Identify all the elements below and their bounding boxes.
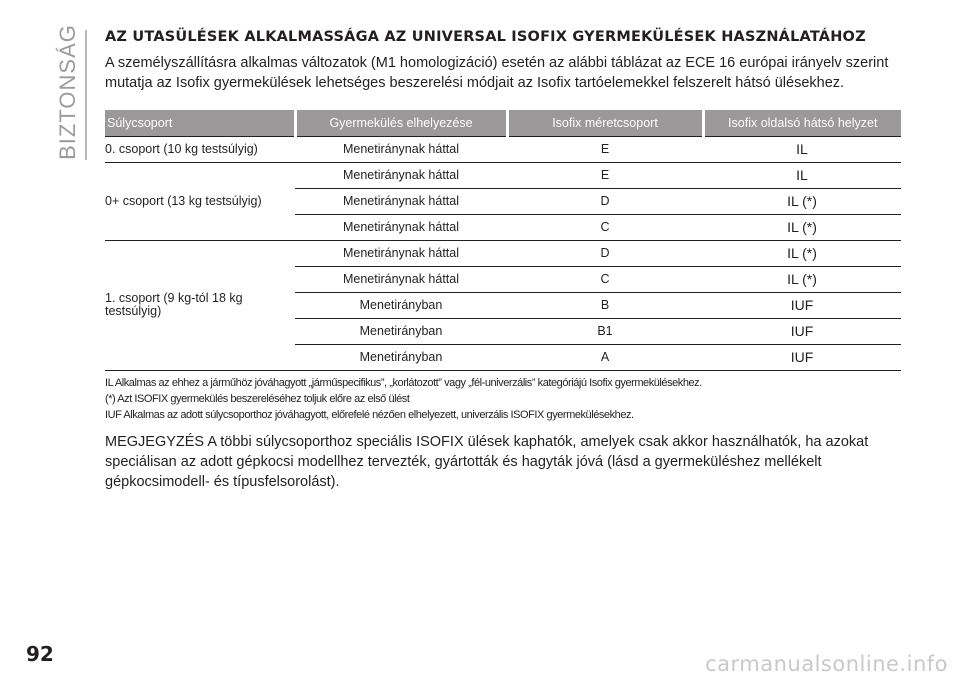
note-il: IL Alkalmas az ehhez a járműhöz jóváhagyott „járműspecifikus”, „korlátozott” vagy „fél-univerzális” kategóriájú Isofix gyermekülésekhez. xyxy=(105,376,702,389)
position-cell: IUF xyxy=(703,344,901,370)
placement-cell: Menetirányban xyxy=(295,292,507,318)
size-cell: B1 xyxy=(507,318,703,344)
position-cell: IL xyxy=(703,162,901,188)
weight-group-cell: 0. csoport (10 kg testsúlyig) xyxy=(105,136,295,162)
table-notes xyxy=(105,375,901,423)
section-tab-label: BIZTONSÁG xyxy=(55,24,81,160)
position-cell: IL (*) xyxy=(703,240,901,266)
table-row xyxy=(105,162,901,188)
intro-paragraph: A személyszállításra alkalmas változatok (M1 homologizáció) esetén az alábbi táblázat az ECE 16 európai irányelv szerint mutatja az Isofix gyermekülések lehetséges beszerelési módjait az Isofix tartóelemekkel felszerelt hátsó ülésekhez. xyxy=(105,55,889,91)
remark-paragraph: MEGJEGYZÉS A többi súlycsoporthoz speciális ISOFIX ülések kaphatók, amelyek csak akkor használhatók, ha azokat speciálisan az adott gépkocsi modellhez tervezték, gyártották és hagyták jóvá (lásd a gyermeküléshez mellékelt gépkocsimodell- és típusfelsorolást). xyxy=(105,433,869,490)
section-divider xyxy=(85,30,87,160)
position-cell: IL xyxy=(703,136,901,162)
size-cell: D xyxy=(507,188,703,214)
position-cell: IUF xyxy=(703,318,901,344)
table-row xyxy=(105,240,901,266)
position-cell: IUF xyxy=(703,292,901,318)
position-cell: IL (*) xyxy=(703,214,901,240)
section-heading: AZ UTASÜLÉSEK ALKALMASSÁGA AZ UNIVERSAL ISOFIX GYERMEKÜLÉSEK HASZNÁLATÁHOZ xyxy=(105,29,866,45)
placement-cell: Menetirányban xyxy=(295,344,507,370)
table-row xyxy=(105,136,901,162)
header-isofix-size: Isofix méretcsoport xyxy=(507,110,703,136)
header-seat-placement: Gyermekülés elhelyezése xyxy=(295,110,507,136)
note-iuf: IUF Alkalmas az adott súlycsoporthoz jóváhagyott, előrefelé nézően elhelyezett, univerzális ISOFIX gyermekülésekhez. xyxy=(105,408,634,421)
watermark: carmanualsonline.info xyxy=(705,652,948,676)
position-cell: IL (*) xyxy=(703,188,901,214)
size-cell: B xyxy=(507,292,703,318)
size-cell: E xyxy=(507,162,703,188)
section-tab xyxy=(50,22,86,162)
header-weight-group: Súlycsoport xyxy=(105,110,295,136)
size-cell: E xyxy=(507,136,703,162)
header-rear-side-position: Isofix oldalsó hátsó helyzet xyxy=(703,110,901,136)
weight-group-cell: 1. csoport (9 kg-tól 18 kg testsúlyig) xyxy=(105,240,295,370)
size-cell: D xyxy=(507,240,703,266)
placement-cell: Menetirányban xyxy=(295,318,507,344)
size-cell: A xyxy=(507,344,703,370)
placement-cell: Menetiránynak háttal xyxy=(295,240,507,266)
page-content xyxy=(105,30,901,492)
weight-group-cell: 0+ csoport (13 kg testsúlyig) xyxy=(105,162,295,240)
page-number: 92 xyxy=(26,642,54,666)
size-cell: C xyxy=(507,266,703,292)
placement-cell: Menetiránynak háttal xyxy=(295,188,507,214)
table-header-row xyxy=(105,110,901,136)
placement-cell: Menetiránynak háttal xyxy=(295,162,507,188)
isofix-table xyxy=(105,110,901,371)
position-cell: IL (*) xyxy=(703,266,901,292)
placement-cell: Menetiránynak háttal xyxy=(295,136,507,162)
placement-cell: Menetiránynak háttal xyxy=(295,214,507,240)
note-asterisk: (*) Azt ISOFIX gyermekülés beszereléséhez toljuk előre az első ülést xyxy=(105,392,410,405)
placement-cell: Menetiránynak háttal xyxy=(295,266,507,292)
size-cell: C xyxy=(507,214,703,240)
